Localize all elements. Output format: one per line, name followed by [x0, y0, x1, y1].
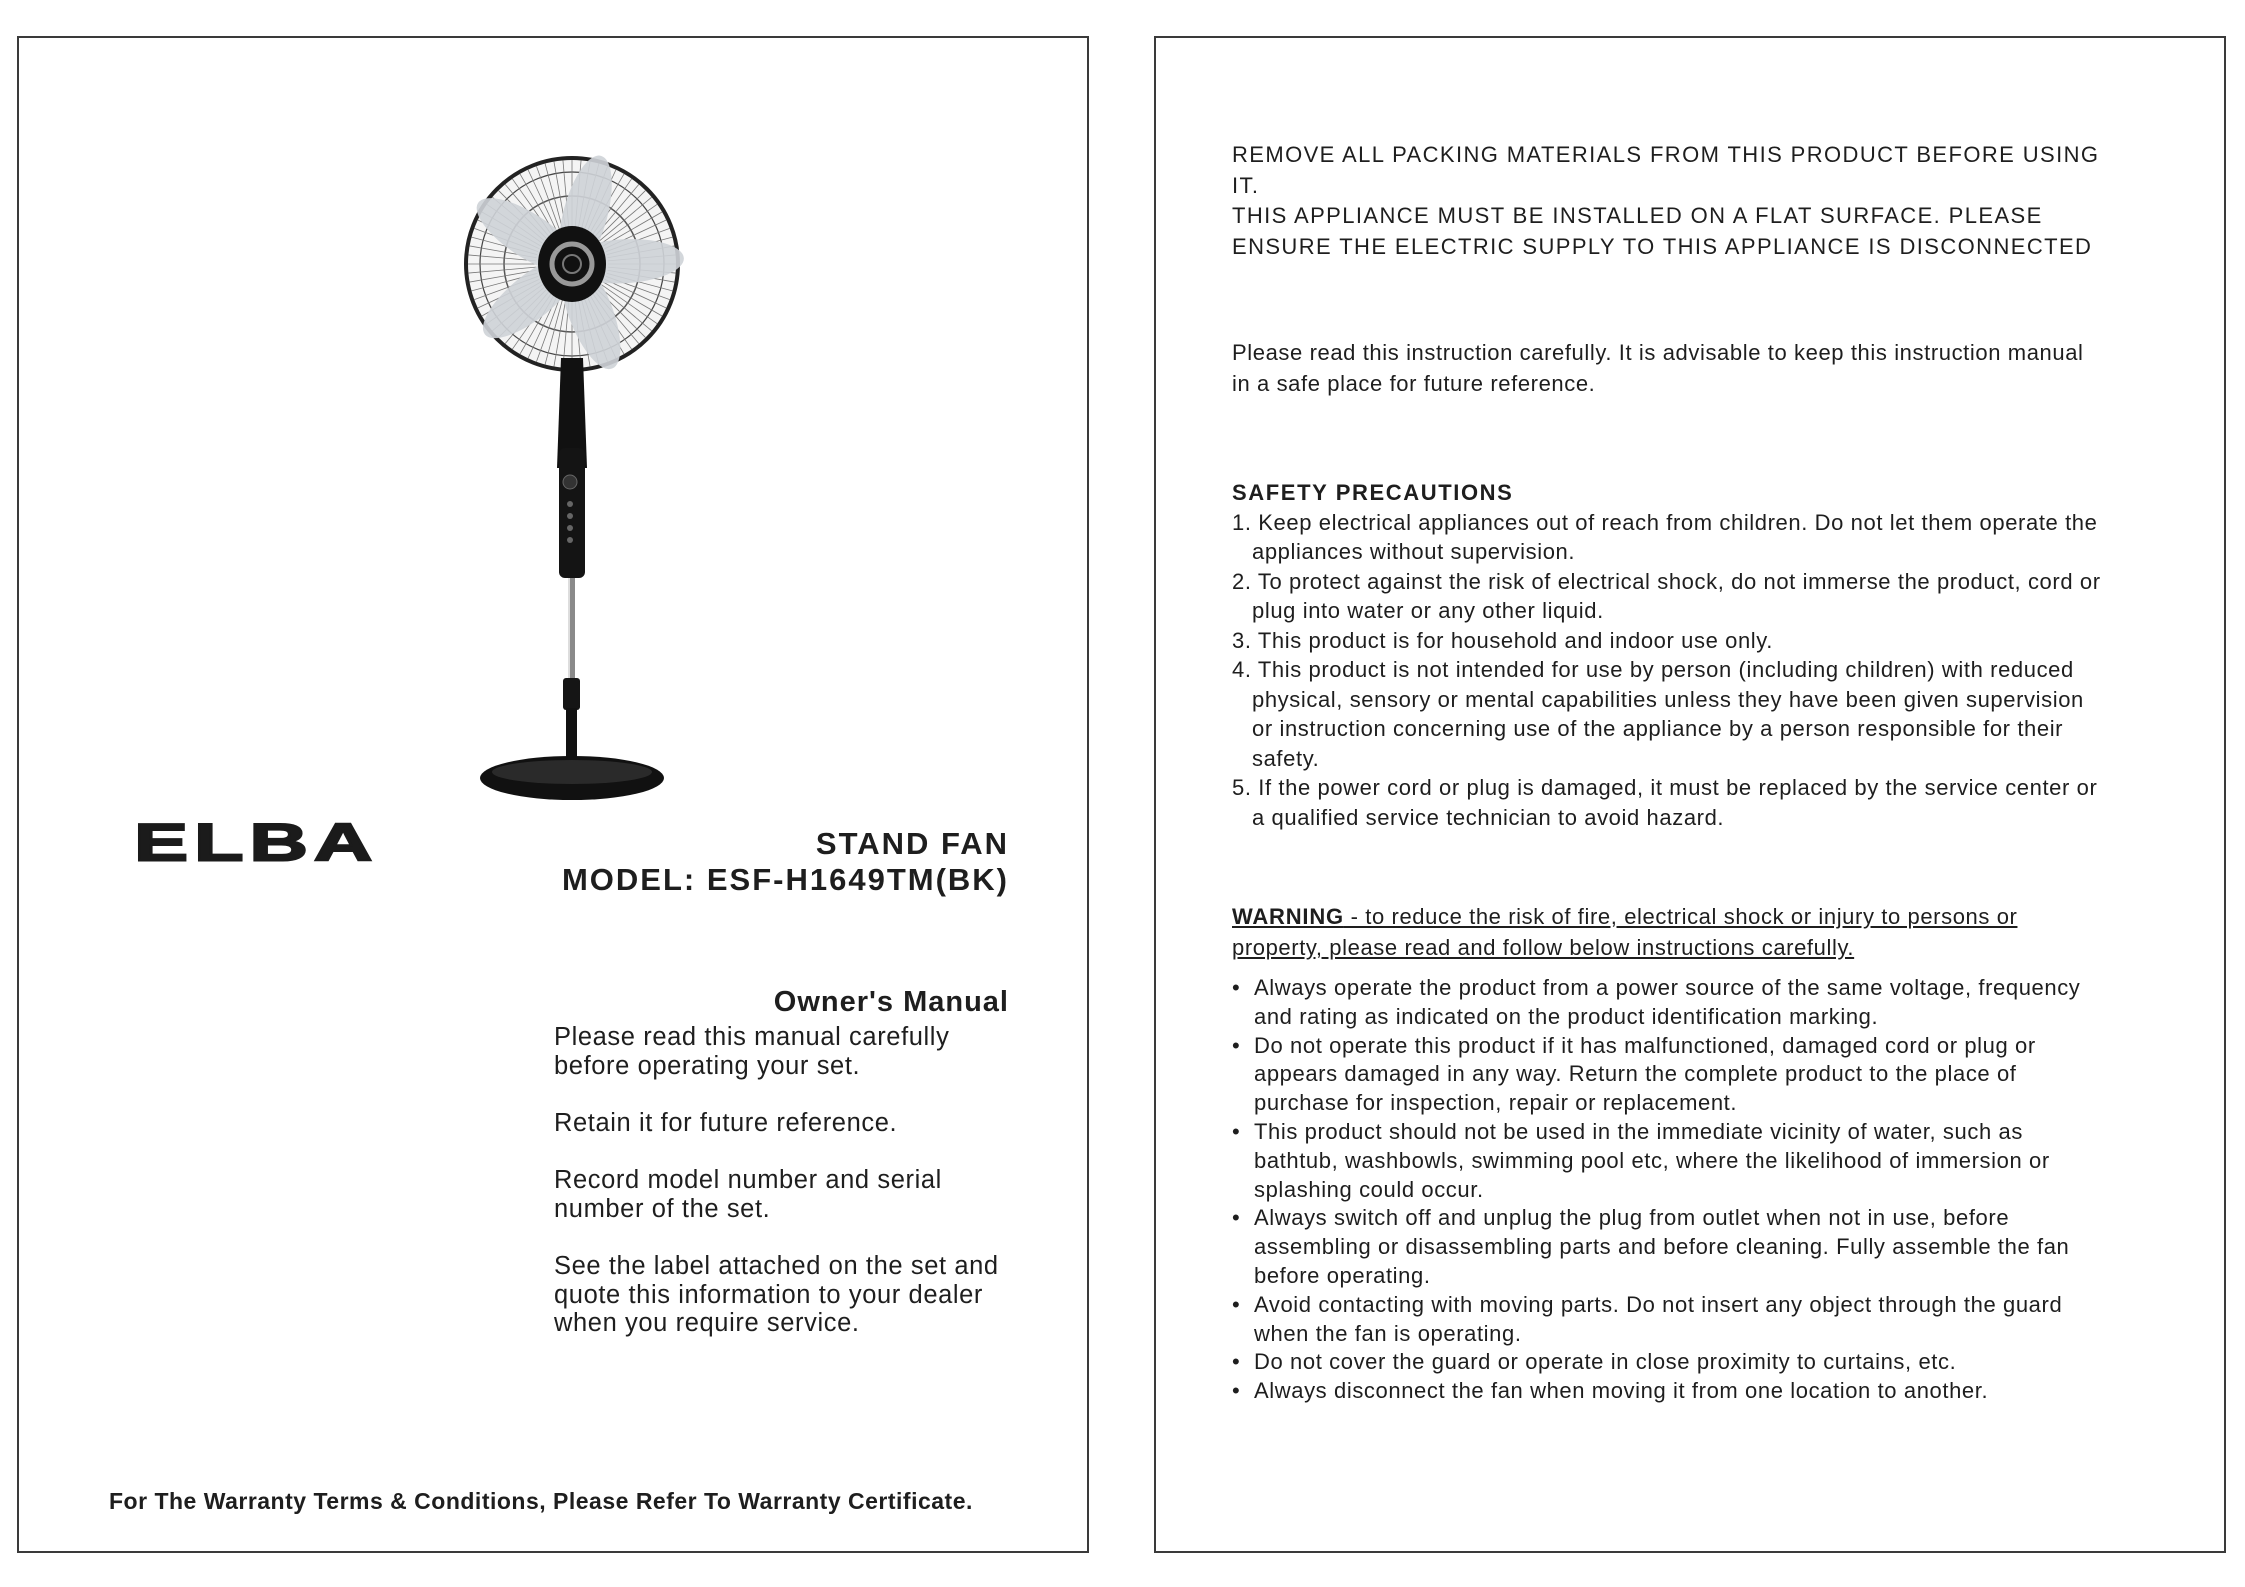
cover-paragraph — [554, 1166, 942, 1223]
safety-item-line: or instruction concerning use of the appliance by a person responsible for their — [1252, 716, 2064, 741]
bullet-icon: • — [1232, 1118, 1241, 1144]
safety-item — [1232, 626, 2101, 656]
safety-item-line: safety. — [1252, 745, 1320, 771]
manual-title: Owner's Manual — [773, 986, 1009, 1018]
paragraph-line: when you require service. — [554, 1309, 860, 1337]
cover-page — [17, 36, 1089, 1553]
list-item — [1232, 1118, 2080, 1204]
bullet-icon: • — [1232, 1291, 1241, 1317]
list-item-line: Avoid contacting with moving parts. Do not insert any object through the guard — [1254, 1291, 2063, 1317]
packing-notice — [1232, 140, 2099, 262]
safety-item — [1232, 508, 2101, 567]
model-number: MODEL: ESF-H1649TM(BK) — [561, 862, 1009, 897]
safety-item-line: 3. This product is for household and indoor use only. — [1232, 627, 1773, 653]
product-title-block — [562, 826, 1009, 898]
safety-precautions — [1232, 478, 2101, 832]
cover-paragraph — [554, 1023, 949, 1080]
list-item-line: bathtub, washbowls, swimming pool etc, where the likelihood of immersion or — [1254, 1147, 2050, 1173]
notice-line: IT. — [1232, 172, 1260, 198]
elba-logo: ELBA — [134, 812, 379, 872]
warning-text-line: - to reduce the risk of fire, electrical shock or injury to persons or — [1343, 904, 2018, 929]
safety-item — [1232, 567, 2101, 626]
safety-item-line: 1. Keep electrical appliances out of reach from children. Do not let them operate the — [1232, 509, 2098, 535]
list-item — [1232, 1032, 2080, 1118]
safety-item — [1232, 773, 2101, 832]
paragraph-line: See the label attached on the set and — [554, 1252, 999, 1280]
notice-line: ENSURE THE ELECTRIC SUPPLY TO THIS APPLIANCE IS DISCONNECTED — [1232, 233, 2093, 259]
paragraph-line: Record model number and serial — [554, 1166, 942, 1194]
bullet-icon: • — [1232, 1032, 1241, 1058]
safety-item-line: physical, sensory or mental capabilities unless they have been given supervision — [1252, 686, 2084, 712]
list-item-line: and rating as indicated on the product identification marking. — [1254, 1003, 1879, 1029]
safety-item-line: appliances without supervision. — [1252, 539, 1576, 564]
safety-item — [1232, 655, 2101, 773]
safety-heading: SAFETY PRECAUTIONS — [1232, 480, 1514, 505]
bullet-icon: • — [1232, 1378, 1241, 1404]
warning-label: WARNING — [1232, 904, 1344, 929]
list-item-line: This product should not be used in the immediate vicinity of water, such as — [1254, 1118, 2023, 1144]
list-item-line: appears damaged in any way. Return the complete product to the place of — [1254, 1061, 2017, 1087]
intro-line: Please read this instruction carefully. It is advisable to keep this instruction manual — [1232, 340, 2084, 365]
safety-item-line: 2. To protect against the risk of electrical shock, do not immerse the product, cord or — [1232, 568, 2101, 594]
list-item — [1232, 1204, 2080, 1290]
list-item — [1232, 974, 2080, 1032]
warning-statement — [1232, 901, 2017, 963]
paragraph-line: before operating your set. — [554, 1051, 861, 1080]
cover-paragraph — [554, 1109, 897, 1138]
stand-fan-image — [449, 148, 699, 808]
warning-list — [1232, 974, 2080, 1406]
product-type: STAND FAN — [815, 826, 1009, 861]
list-item-line: assembling or disassembling parts and before cleaning. Fully assemble the fan — [1254, 1234, 2070, 1260]
list-item — [1232, 1377, 2080, 1406]
warranty-note: For The Warranty Terms & Conditions, Please Refer To Warranty Certificate. — [109, 1488, 973, 1514]
safety-item-line: plug into water or any other liquid. — [1252, 598, 1604, 623]
list-item-line: when the fan is operating. — [1254, 1320, 1522, 1346]
list-item-line: before operating. — [1254, 1262, 1431, 1288]
intro-notice — [1232, 338, 2084, 399]
list-item-line: Always operate the product from a power source of the same voltage, frequency — [1254, 975, 2081, 1000]
bullet-icon: • — [1232, 1349, 1241, 1375]
list-item-line: splashing could occur. — [1254, 1176, 1484, 1202]
paragraph-line: Please read this manual carefully — [554, 1023, 950, 1051]
safety-page — [1154, 36, 2226, 1553]
safety-item-line: a qualified service technician to avoid hazard. — [1252, 804, 1725, 830]
list-item — [1232, 1348, 2080, 1377]
bullet-icon: • — [1232, 975, 1241, 1000]
intro-line: in a safe place for future reference. — [1232, 370, 1596, 396]
safety-item-line: 5. If the power cord or plug is damaged, it must be replaced by the service center or — [1232, 775, 2098, 800]
bullet-icon: • — [1232, 1205, 1241, 1231]
notice-line: THIS APPLIANCE MUST BE INSTALLED ON A FLAT SURFACE. PLEASE — [1232, 203, 2043, 228]
list-item — [1232, 1291, 2080, 1349]
notice-line: REMOVE ALL PACKING MATERIALS FROM THIS PRODUCT BEFORE USING — [1232, 142, 2100, 167]
warning-text-line: property, please read and follow below instructions carefully. — [1232, 935, 1855, 960]
paragraph-line: quote this information to your dealer — [554, 1280, 984, 1309]
list-item-line: Do not cover the guard or operate in close proximity to curtains, etc. — [1254, 1349, 1957, 1375]
cover-paragraph — [554, 1252, 999, 1338]
paragraph-line: number of the set. — [554, 1194, 771, 1223]
paragraph-line: Retain it for future reference. — [554, 1109, 898, 1137]
list-item-line: Always switch off and unplug the plug from outlet when not in use, before — [1254, 1205, 2010, 1231]
list-item-line: Do not operate this product if it has malfunctioned, damaged cord or plug or — [1254, 1032, 2036, 1058]
list-item-line: purchase for inspection, repair or replacement. — [1254, 1090, 1738, 1116]
safety-item-line: 4. This product is not intended for use by person (including children) with reduced — [1232, 657, 2074, 682]
list-item-line: Always disconnect the fan when moving it from one location to another. — [1254, 1378, 1989, 1404]
